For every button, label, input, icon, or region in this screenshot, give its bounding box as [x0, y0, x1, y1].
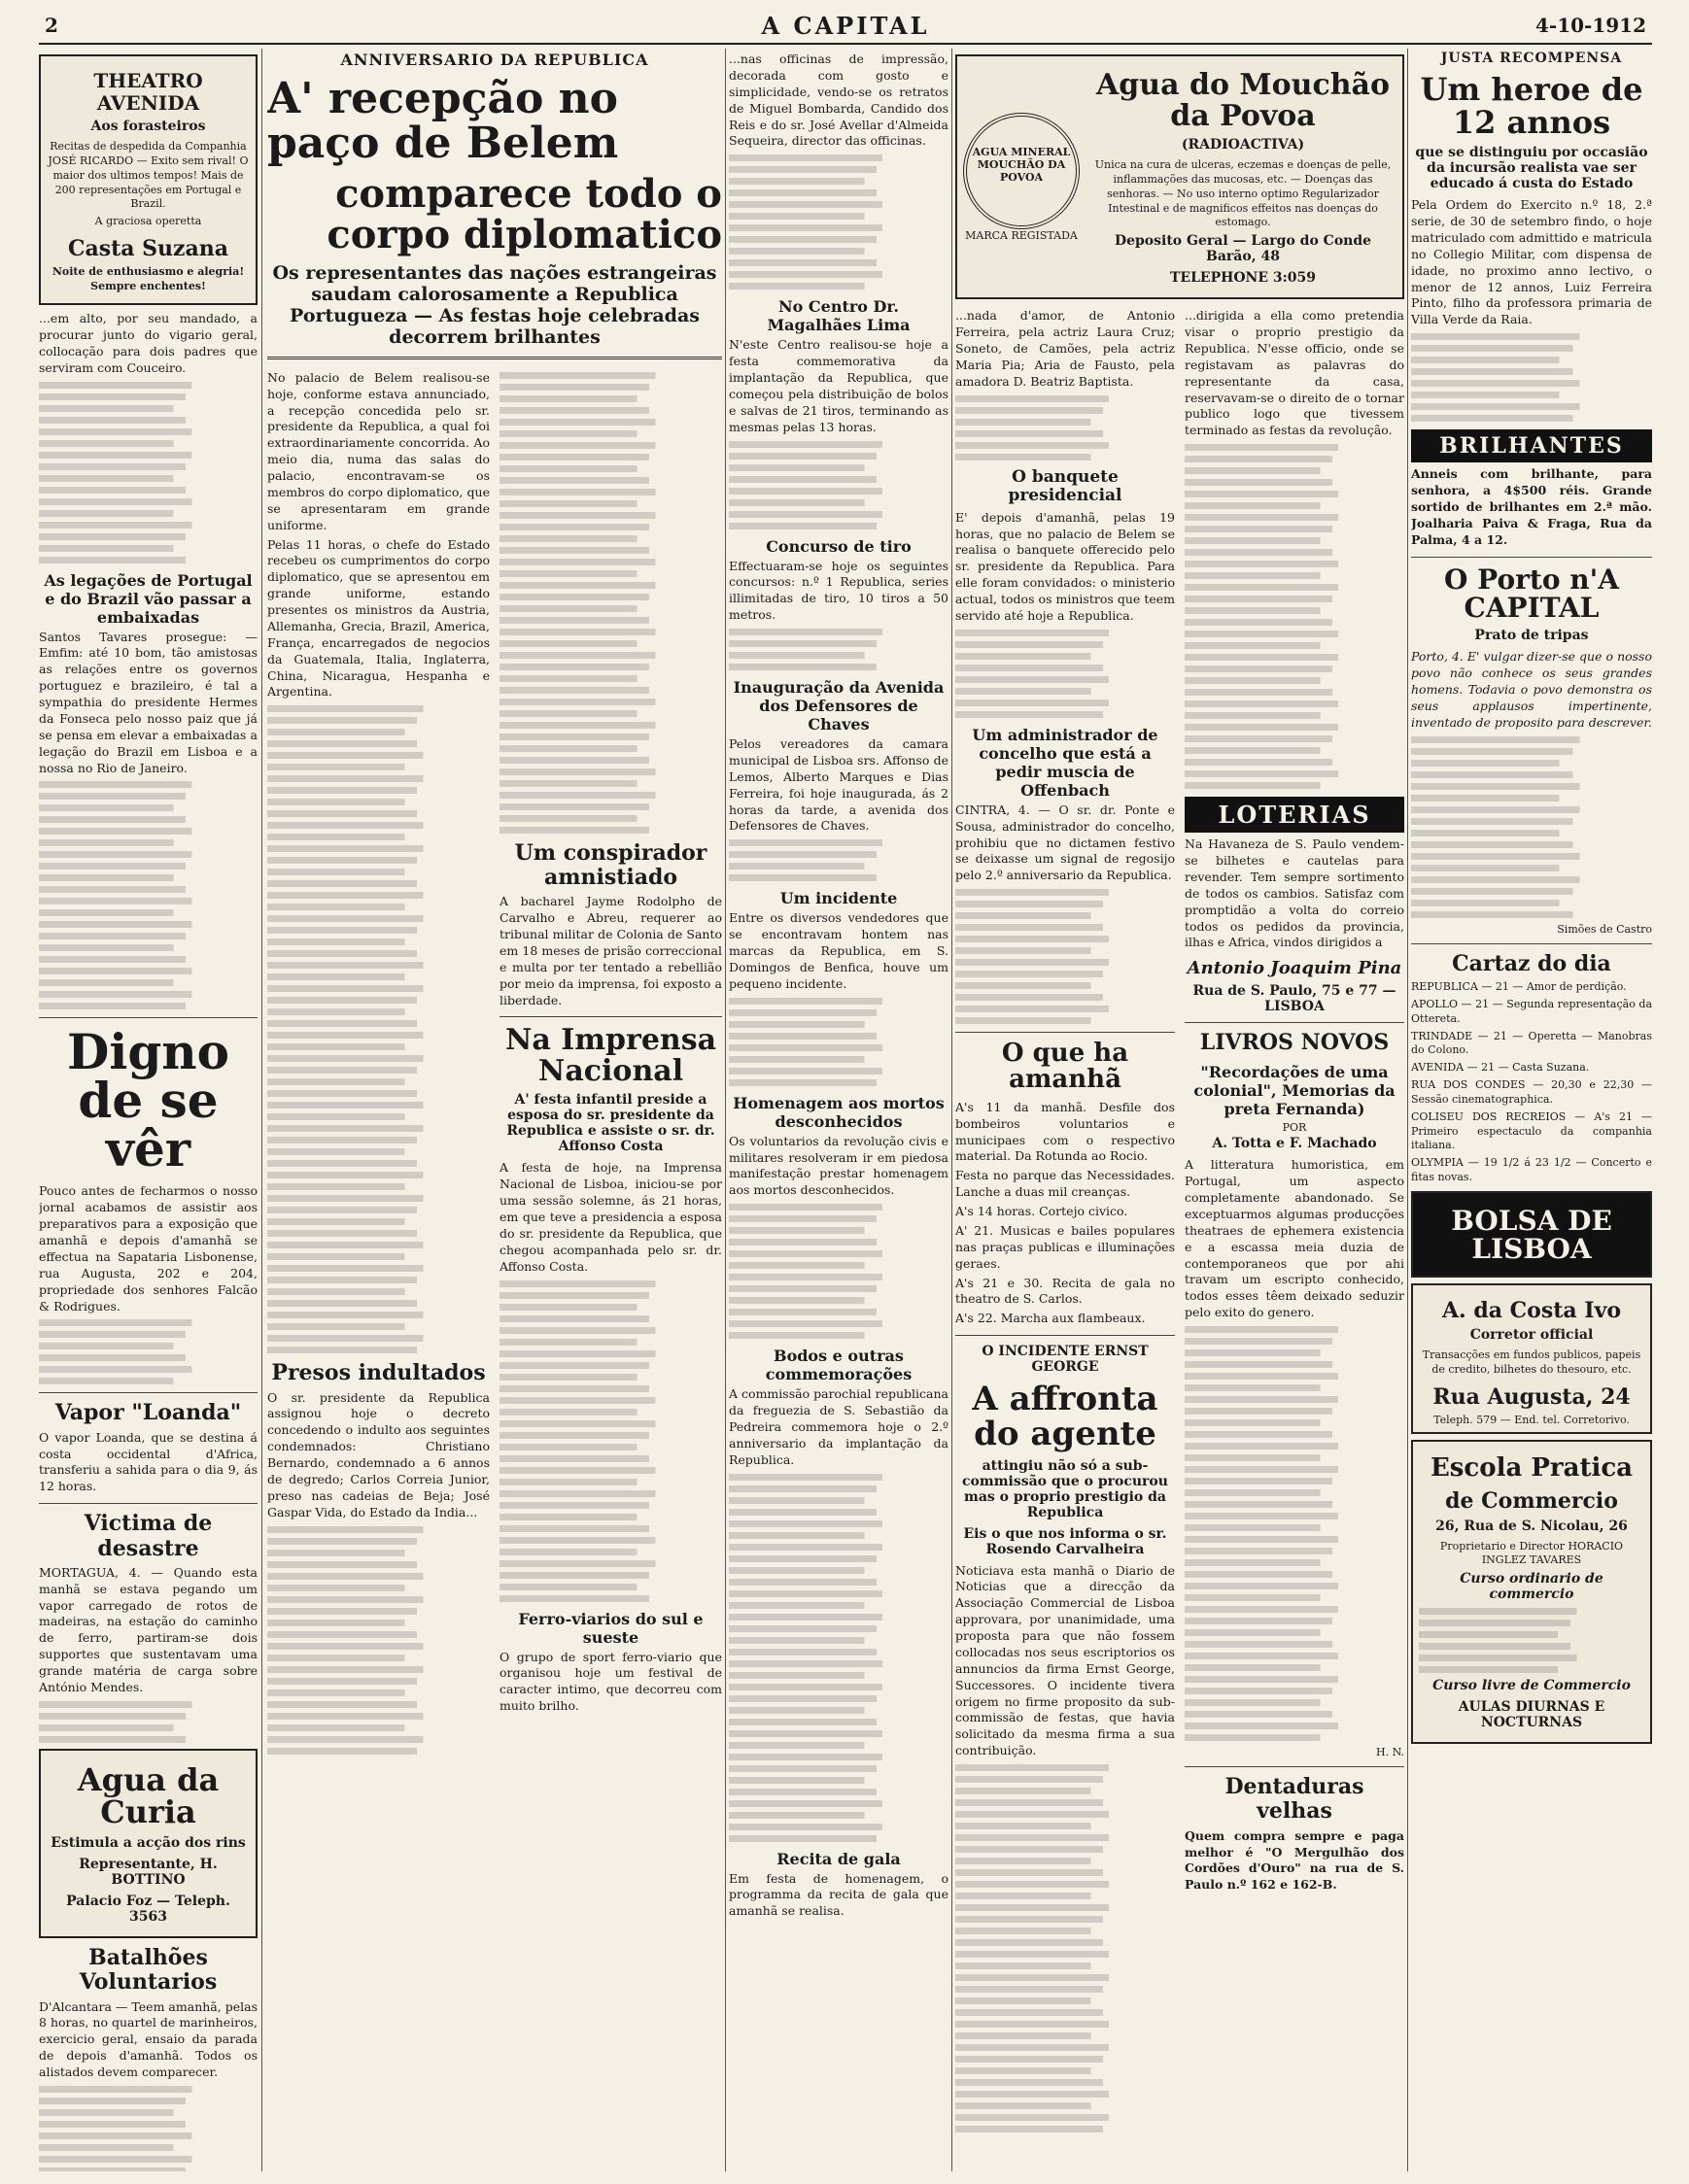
tiro-title: Concurso de tiro: [766, 536, 912, 556]
mouchao-phone: TELEPHONE 3:059: [1169, 270, 1317, 287]
porto-signature: Simões de Castro: [1557, 922, 1652, 936]
mouchao-text: Unica na cura de ulceras, eczemas e doenças de pelle, inflammações das mucosas, etc. — Doenças das senhoras. — No uso interno optimo Regularizador Intestinal e de magnificos effeitos nas doenças do estomago.: [1094, 158, 1392, 229]
text-filler: [1185, 444, 1404, 789]
ferro-title: Ferro-viarios do sul e sueste: [518, 1609, 704, 1647]
text-filler: [1411, 333, 1652, 422]
amanha-item: Festa no parque das Necessidades. Lanche a duas mil creanças.: [955, 1168, 1175, 1200]
article-paragraph: ...dirigida a ella como pretendia visar o proprio prestigio da Republica. N'esse officio, onde se registavam as palavras do representante da casa, reservavam-se o direito de o tornar publico logo que tivessem terminado as festas da revolução.: [1185, 308, 1404, 438]
disaster-text: MORTAGUA, 4. — Quando esta manhã se estava pegando um vapor carregado de rotos de madeiras, na estação do caminho de ferro, partiram-se dois supportes que sustentavam uma grande matéria de carga sobre António Mendes.: [39, 1564, 258, 1694]
mortos-title: Homenagem aos mortos desconhecidos: [733, 1093, 945, 1131]
column-3: [729, 49, 948, 2171]
lotarias-name: Antonio Joaquim Pina: [1187, 958, 1402, 979]
text-filler: [955, 889, 1175, 1024]
lotarias-address: Rua de S. Paulo, 75 e 77 — LISBOA: [1192, 983, 1396, 1015]
livros-authors: A. Totta e F. Machado: [1212, 1136, 1377, 1152]
text-filler: [39, 1319, 258, 1384]
amnistiado-text: A bacharel Jayme Rodolpho de Carvalho e Abreu, requerer ao tribunal militar de Colonia de Santo em 18 meses de prisão correccional e multa por ter tentado a rebellião por meio da imprensa, foi exposto a liberdade.: [500, 894, 722, 1007]
ernst-deck: attingiu não só a sub-commissão que o procurou mas o proprio prestigio da Republica: [962, 1457, 1168, 1520]
brilhantes-title: BRILHANTES: [1411, 429, 1652, 462]
main-body-2: Pelas 11 horas, o chefe do Estado recebeu os cumprimentos do corpo diplomatico, que se apresentou em grande uniforme, estando presentes os ministros da Austria, Allemanha, Grecia, Brazil, America, França, encarregados de negocios da Guatemala, Italia, Inglaterra, China, Nicaragua, Hespanha e Argentina.: [267, 536, 490, 700]
ernst-subtitle: Eis o que nos informa o sr. Rosendo Carvalheira: [963, 1525, 1167, 1557]
issue-date: 4-10-1912: [1534, 14, 1646, 37]
text-filler: [39, 781, 258, 1009]
article-paragraph: ...nada d'amor, de Antonio Ferreira, pela actriz Laura Cruz; Soneto, de Camões, pela actriz Maria Pia; Aria de Fausto, pela amadora D. Beatriz Baptista.: [955, 308, 1175, 389]
amanha-item: A's 11 da manhã. Desfile dos bombeiros voluntarios e municipaes com o respectivo material. Da Rotunda ao Rocio.: [955, 1099, 1175, 1164]
admin-text: CINTRA, 4. — O sr. dr. Ponte e Sousa, administrador do concelho, prohibiu que no dictamen festivo se deixasse um signal de regosijo pelo 2.º anniversario da Republica.: [955, 802, 1175, 883]
porto-title: O Porto n'A CAPITAL: [1444, 563, 1619, 624]
main-headline-1: A' recepção no paço de Belem: [267, 74, 619, 169]
livros-text: A litteratura humoristica, em Portugal, um aspecto completamente abandonado. Se exceptuarmos algumas producções theatraes de ephemera existencia e a escassa meia duzia de contemporaneos que por ahi travam um escripto conhecido, todos esses têem deixado seduzir pelo exito do genero.: [1185, 1157, 1404, 1320]
presos-title: Presos indultados: [271, 1360, 486, 1386]
bodos-text: A commissão parochial republicana da freguezia de S. Sebastião da Pedreira commemora hoje o 2.º anniversario da implantação da Republica.: [729, 1386, 948, 1467]
text-filler: [729, 1474, 948, 1842]
amanha-item: A' 21. Musicas e bailes populares nas praças publicas e illuminações geraes.: [955, 1222, 1175, 1271]
bolsa-ad: [1411, 1191, 1652, 1278]
bolsa-phone: Teleph. 579 — End. tel. Corretorivo.: [1433, 1414, 1630, 1427]
escola-subtitle: de Commercio: [1445, 1488, 1618, 1515]
bolsa-details: [1411, 1283, 1652, 1434]
text-filler: [1185, 1326, 1404, 1741]
escola-owner: Proprietario e Director HORACIO INGLEZ TAVARES: [1439, 1539, 1624, 1567]
curia-title: Agua da Curia: [77, 1760, 220, 1831]
heroe-deck: que se distinguiu por occasião da incursão realista vae ser educado á custa do Estado: [1415, 145, 1648, 192]
livros-signature: H. N.: [1375, 1746, 1404, 1759]
banquete-text: E' depois d'amanhã, pelas 19 horas, que no palacio de Belem se realisa o banquete offerecido pelo sr. presidente da Republica. Para elle foram convidados: o ministerio actual, todos os ministros que teem servido até hoje a Republica.: [955, 509, 1175, 623]
porto-text: Porto, 4. E' vulgar dizer-se que o nosso povo não conhece os seus grandes homens. Todavia o povo demonstra os seus applausos impertinente, inventado de proposito para descrever.: [1411, 649, 1652, 730]
text-filler: [729, 629, 948, 670]
amanha-title: O que ha amanhã: [1001, 1039, 1129, 1095]
text-filler: [955, 630, 1175, 718]
cartaz-item: TRINDADE — 21 — Operetta — Manobras do Colono.: [1411, 1029, 1652, 1057]
section-text: Santos Tavares prosegue: — Emfim: até 10 bom, tão amistosas as relações entre os governos portuguez e brazileiro, é tal a sympathia do presidente Hermes da Fonseca pelo nosso paiz que já se pensa em elevar a embaixadas a legação do Brazil em Lisboa e a nossa no Rio de Janeiro.: [39, 629, 258, 775]
mortos-text: Os voluntarios da revolução civis e militares resolveram ir em piedosa manifestação prestar homenagem aos mortos desconhecidos.: [729, 1133, 948, 1198]
imprensa-title: Na Imprensa Nacional: [504, 1023, 717, 1088]
cartaz-item: AVENIDA — 21 — Casta Suzana.: [1411, 1061, 1590, 1075]
cartaz-item: REPUBLICA — 21 — Amor de perdição.: [1411, 980, 1627, 994]
section-title: As legações de Portugal e do Brazil vão passar a embaixadas: [44, 570, 253, 627]
text-filler: [729, 441, 948, 529]
article-paragraph: ...nas officinas de impressão, decorada com gosto e simplicidade, vendo-se os retratos de Miguel Bombarda, Candido dos Reis e do sr. José Avellar d'Almeida Sequeira, director das officinas.: [729, 51, 948, 149]
magalhaes-text: N'este Centro realisou-se hoje a festa commemorativa da implantação da Republica, que começou pela distribuição de bolos e salvas de 21 tiros, terminando as mesmas pelas 13 horas.: [729, 337, 948, 434]
text-filler: [1411, 736, 1652, 918]
gala-text: Em festa de homenagem, o programma da recita de gala que amanhã se realisa.: [729, 1870, 948, 1919]
theatre-play-title: Casta Suzana: [67, 236, 229, 262]
main-deck: Os representantes das nações estrangeiras saudam calorosamente a Republica Portugueza — As festas hoje celebradas decorrem brilhantes: [272, 262, 717, 348]
amanha-item: A's 22. Marcha aux flambeaux.: [955, 1311, 1146, 1326]
bodos-title: Bodos e outras commemorações: [765, 1347, 913, 1384]
ship-text: O vapor Loanda, que se destina á costa occidental d'Africa, transferiu a sahida para o dia 9, ás 12 horas.: [39, 1429, 258, 1494]
bolsa-title: BOLSA DE LISBOA: [1451, 1204, 1612, 1266]
page-number: 2: [45, 14, 58, 37]
bolsa-text: Transacções em fundos publicos, papeis de credito, bilhetes do thesouro, etc.: [1422, 1348, 1641, 1376]
curia-subtitle: Estimula a acção dos rins: [51, 1835, 246, 1851]
curia-ad: [39, 1749, 258, 1938]
cartaz-item: COLISEU DOS RECREIOS — A's 21 — Primeiro espectaculo da companhia italiana.: [1411, 1109, 1652, 1152]
text-filler: [729, 839, 948, 881]
text-filler: [39, 1701, 258, 1743]
escola-address: 26, Rua de S. Nicolau, 26: [1435, 1518, 1628, 1534]
escola-course: Curso ordinario de commercio: [1460, 1571, 1603, 1603]
livros-title: LIVROS NOVOS: [1199, 1030, 1390, 1056]
porto-subtitle: Prato de tripas: [1474, 628, 1589, 644]
escola-ad: [1411, 1440, 1652, 1744]
ernst-text: Noticiava esta manhã o Diario de Noticias que a direcção da Associação Commercial de Lisboa approvara, por unanimidade, uma proposta para que não fossem collocadas nos seus escriptorios os annuncios da firma Ernst George, Successores. O incidente tivera origem no firme proposito da sub-commissão de festas, que havia solicitado da mesma firma a sua contribuição.: [955, 1562, 1175, 1758]
main-body-1: No palacio de Belem realisou-se hoje, conforme estava annunciado, a recepção concedida pelo sr. presidente da Republica, a qual foi extraordinariamente concorrida. Ao meio dia, numa das salas do palacio, encontravam-se os membros do corpo diplomatico, que se apresentaram em grande uniforme.: [267, 369, 490, 532]
livros-book: "Recordações de uma colonial", Memorias da preta Fernanda): [1193, 1063, 1396, 1119]
ernst-kicker: O INCIDENTE ERNST GEORGE: [982, 1344, 1149, 1376]
mouchao-subtitle: (RADIOACTIVA): [1181, 137, 1305, 153]
main-kicker: ANNIVERSARIO DA REPUBLICA: [340, 51, 649, 69]
theatre-subtitle: Aos forasteiros: [90, 119, 206, 134]
bolsa-role: Corretor official: [1469, 1327, 1594, 1344]
curia-representative: Representante, H. BOTTINO: [79, 1857, 218, 1888]
column-2: [267, 49, 722, 2171]
volunteers-text: D'Alcantara — Teem amanhã, pelas 8 horas, no quartel de marinheiros, exercicio geral, ensaio da parada de depois d'amanhã. Todos os alistados devem comparecer.: [39, 1998, 258, 2080]
gala-title: Recita de gala: [776, 1849, 901, 1868]
heroe-text: Pela Ordem do Exercito n.º 18, 2.ª serie, de 30 de setembro findo, o hoje matriculado com admittido e matricula no Collegio Militar, com dispensa de idade, no proximo anno lectivo, o menor de 12 annos, Luiz Ferreira Pinto, filho da professora primaria de Villa Verde da Raia.: [1411, 197, 1652, 327]
dentaduras-title: Dentaduras velhas: [1224, 1774, 1364, 1825]
theatre-text: Recitas de despedida da Companhia JOSÉ RICARDO — Exito sem rival! O maior dos ultimos tempos! Mais de 200 representações em Portugal e Brazil.: [48, 140, 249, 211]
text-filler: [39, 2086, 258, 2171]
text-filler: [729, 1204, 948, 1339]
imprensa-subtitle: A' festa infantil preside a esposa do sr. presidente da Republica e assiste o sr. dr. Affonso Costa: [506, 1092, 715, 1155]
heroe-title: Um heroe de 12 annos: [1420, 71, 1643, 141]
mouchao-ad: [955, 54, 1404, 299]
volunteers-title: Batalhões Voluntarios: [79, 1945, 218, 1996]
theatre-title: THEATRO AVENIDA: [93, 69, 203, 115]
escola-free-course: Curso livre de Commercio: [1432, 1678, 1631, 1694]
column-1: [39, 49, 258, 2171]
theatre-play-intro: A graciosa operetta: [94, 215, 202, 228]
disaster-title: Victima de desastre: [84, 1511, 213, 1561]
text-filler: [500, 372, 722, 834]
amnistiado-title: Um conspirador amnistiado: [514, 839, 707, 891]
text-filler: [955, 395, 1175, 461]
amanha-item: A's 14 horas. Cortejo civico.: [955, 1204, 1128, 1219]
amanha-item: A's 21 e 30. Recita de gala no theatro de S. Carlos.: [955, 1275, 1175, 1307]
dentaduras-text: Quem compra sempre e paga melhor é "O Mergulhão dos Cordões d'Ouro" na rua de S. Paulo n.º 162 e 162-B.: [1185, 1827, 1404, 1893]
newspaper-title: A CAPITAL: [761, 12, 930, 40]
admin-title: Um administrador de concelho que está a pedir muscia de Offenbach: [972, 725, 1158, 800]
presos-text: O sr. presidente da Republica assignou hoje o decreto concedendo o indulto aos seguintes condemnados: Christiano Bernardo, condemnado a 6 annos de degredo; Carlos Correia Junior, preso nas cadeias de Beja; José Gaspar Vida, do Estado da India...: [267, 1389, 490, 1519]
lotarias-title: LOTERIAS: [1185, 797, 1404, 833]
brilhantes-text: Anneis com brilhante, para senhora, a 4$500 réis. Grande sortido de brilhantes em 2.ª mão. Joalharia Paiva & Fraga, Rua da Palma, 4 a 12.: [1411, 466, 1652, 547]
incidente-title: Um incidente: [779, 889, 898, 908]
chaves-title: Inauguração da Avenida dos Defensores de Chaves: [733, 678, 945, 734]
text-filler: [267, 1526, 490, 1755]
incidente-text: Entre os diversos vendedores que se encontravam hontem nas marcas da Republica, em S. Domingos de Benfica, houve um pequeno incidente.: [729, 910, 948, 991]
text-filler: [267, 705, 490, 1353]
bolsa-address: Rua Augusta, 24: [1432, 1383, 1631, 1410]
heroe-kicker: JUSTA RECOMPENSA: [1440, 51, 1623, 66]
text-filler: [1419, 1608, 1644, 1673]
column-rule: [261, 49, 262, 2171]
column-rule: [725, 49, 726, 2171]
column-5: [1411, 49, 1652, 2171]
curia-address: Palacio Foz — Teleph. 3563: [66, 1894, 230, 1925]
mouchao-depot: Deposito Geral — Largo do Conde Barão, 48: [1114, 233, 1372, 265]
mouchao-seal: AGUA MINERAL MOUCHÃO DA POVOA: [963, 113, 1080, 229]
text-filler: [729, 998, 948, 1086]
livros-por: POR: [1282, 1121, 1307, 1135]
masthead: [39, 10, 1652, 45]
ship-title: Vapor "Loanda": [54, 1400, 242, 1426]
theatre-ad: [39, 54, 258, 305]
ferro-text: O grupo de sport ferro-viario que organisou hoje um festival de caracter intimo, que decorreu com muito brilho.: [500, 1649, 722, 1714]
imprensa-text: A festa de hoje, na Imprensa Nacional de Lisboa, iniciou-se por uma sessão solemne, ás 21 horas, em que teve a presidencia a esposa do sr. presidente da Republica, que chegou acompanhada pelo sr. dr. Affonso Costa.: [500, 1160, 722, 1274]
mouchao-title: Agua do Mouchão da Povoa: [1096, 68, 1390, 133]
cartaz-title: Cartaz do dia: [1452, 950, 1611, 976]
big-headline: Digno de se vêr: [66, 1023, 230, 1178]
text-filler: [729, 154, 948, 290]
cartaz-item: RUA DOS CONDES — 20,30 e 22,30 — Sessão cinematographica.: [1411, 1078, 1652, 1106]
text-filler: [955, 1764, 1175, 2133]
mouchao-mark: MARCA REGISTADA: [965, 228, 1078, 242]
main-headline-2: comparece todo o corpo diplomatico: [327, 171, 722, 258]
banquete-title: O banquete presidencial: [1008, 466, 1122, 506]
text-filler: [39, 382, 258, 563]
ernst-title: A affronta do agente: [972, 1380, 1158, 1453]
big-headline-text: Pouco antes de fecharmos o nosso jornal acabamos de assistir aos preparativos para a exposição que amanhã e depois d'amanhã se effectua na Sapataria Lisbonense, rua Augusta, 202 e 204, propriedade dos senhores Falcão & Rodrigues.: [39, 1183, 258, 1314]
bolsa-name: A. da Costa Ivo: [1441, 1297, 1622, 1323]
theatre-footer: Noite de enthusiasmo e alegria! Sempre enchentes!: [52, 265, 245, 293]
lotarias-text: Na Havaneza de S. Paulo vendem-se bilhetes e cautelas para revender. Tem sempre sortimento de todos os cambios. Satisfaz com promptidão a volta do correio todos os pedidos da provincia, ilhas e Africa, vindos dirigidos a: [1185, 836, 1404, 950]
cartaz-item: APOLLO — 21 — Segunda representação da Ottereta.: [1411, 997, 1652, 1025]
column-rule: [951, 49, 952, 2171]
escola-title: Escola Pratica: [1430, 1453, 1634, 1484]
tiro-text: Effectuaram-se hoje os seguintes concursos: n.º 1 Republica, series illimitadas de tiro, 10 tiros a 50 metros.: [729, 558, 948, 623]
escola-hours: AULAS DIURNAS E NOCTURNAS: [1458, 1699, 1605, 1731]
magalhaes-title: No Centro Dr. Magalhães Lima: [767, 297, 911, 335]
article-paragraph: ...em alto, por seu mandado, a procurar junto do vigario geral, collocação para dois padres que serviram com Couceiro.: [39, 311, 258, 375]
column-4: [955, 49, 1404, 2171]
cartaz-item: OLYMPIA — 19 1/2 á 23 1/2 — Concerto e fitas novas.: [1411, 1156, 1652, 1184]
text-filler: [500, 1280, 722, 1602]
column-rule: [1407, 49, 1408, 2171]
chaves-text: Pelos vereadores da camara municipal de Lisboa srs. Affonso de Lemos, Alberto Marques e Dias Ferreira, foi hoje inaugurada, ás 2 horas da tarde, a avenida dos Defensores de Chaves.: [729, 736, 948, 834]
